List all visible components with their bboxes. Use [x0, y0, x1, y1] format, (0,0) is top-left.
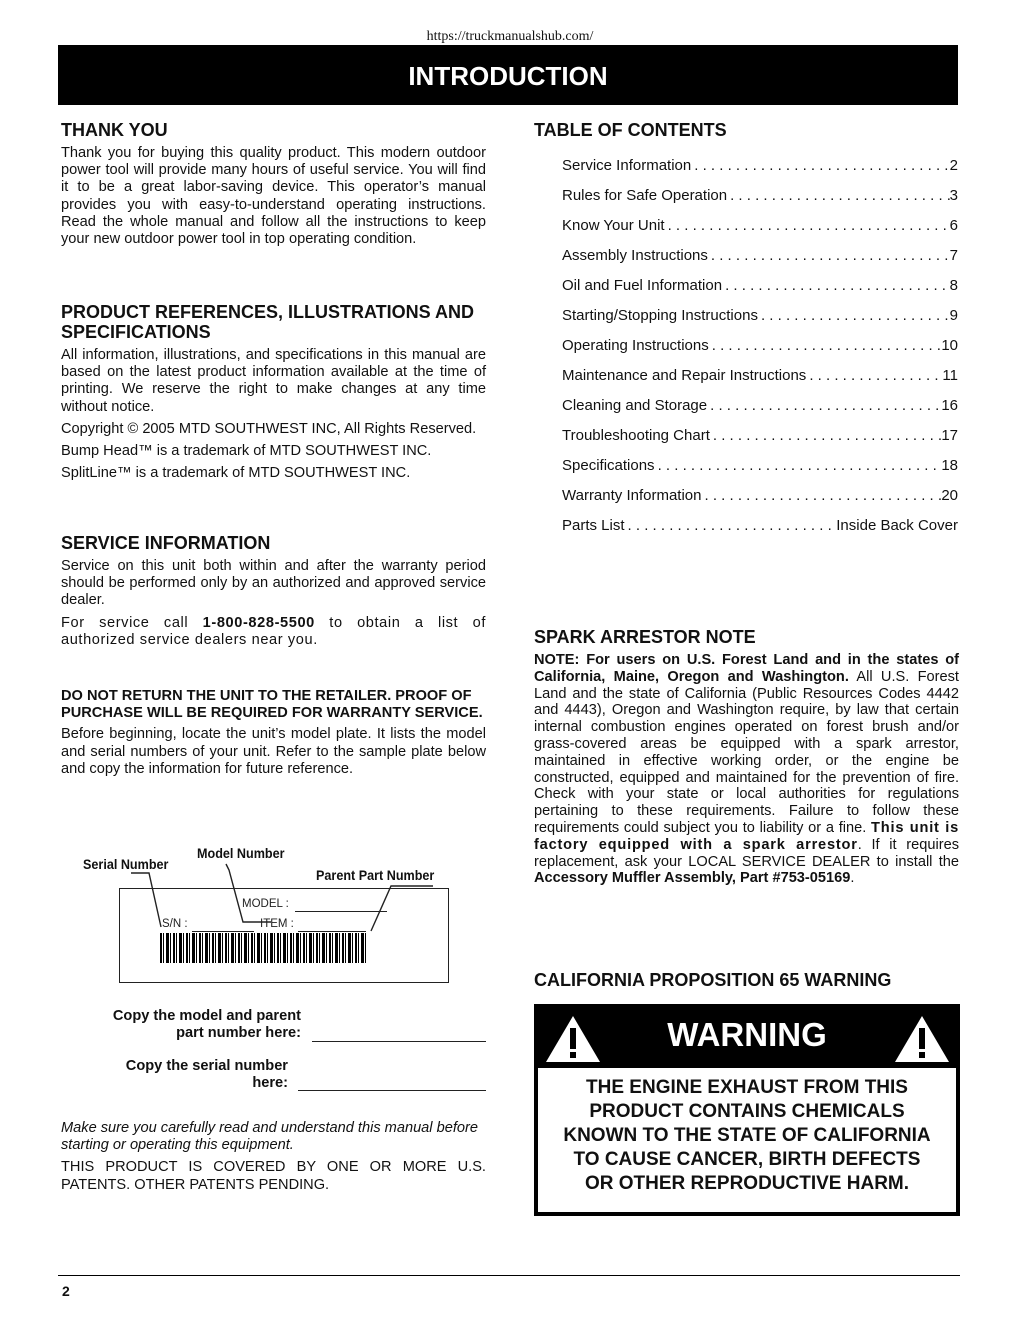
- copy-model-label-1: Copy the model and parent: [112, 1008, 301, 1024]
- plate-sn-field: S/N :: [162, 918, 188, 930]
- toc-entry[interactable]: [562, 397, 958, 427]
- thank-you-heading: THANK YOU: [61, 120, 168, 140]
- warning-header: [538, 1008, 956, 1068]
- thank-you-section: [61, 120, 486, 253]
- toc-leader: [727, 187, 950, 217]
- copy-model-blank[interactable]: [312, 1041, 486, 1042]
- parent-part-number-label: Parent Part Number: [316, 867, 435, 883]
- toc-entry[interactable]: [562, 247, 958, 277]
- toc-entry-page: 16: [941, 397, 958, 414]
- toc-entry-page: 11: [942, 367, 958, 384]
- thank-you-text: Thank you for buying this quality product. This modern outdoor power tool will provide many hours of useful service. You will find it to be a great labor-saving device. This operator’s manual provides you with easy-to-understand operating instructions. Read the whole manual and follow all the instructions to keep your new outdoor power tool in top operating condition.: [61, 145, 486, 248]
- right-column: [534, 120, 960, 1194]
- barcode-image: [160, 933, 368, 963]
- page-title: INTRODUCTION: [58, 45, 958, 105]
- warning-triangle-icon: [893, 1014, 951, 1064]
- toc-entry[interactable]: [562, 427, 958, 457]
- toc-entry-page: 18: [941, 457, 958, 474]
- toc-leader: [708, 247, 950, 277]
- product-references-heading: PRODUCT REFERENCES, ILLUSTRATIONS AND SPECIFICATIONS: [61, 302, 475, 342]
- service-information-section: [61, 533, 486, 654]
- toc-entry-page: 7: [949, 247, 958, 264]
- copy-serial-field: [61, 1058, 486, 1098]
- product-references-section: [61, 302, 486, 487]
- service-information-text: Service on this unit both within and after the warranty period should be performed only by an authorized and approved service dealer.: [61, 558, 486, 609]
- toc-leader: [806, 367, 942, 397]
- toc-entry[interactable]: [562, 367, 958, 397]
- service-phone-number: 1-800-828-5500: [202, 614, 315, 631]
- toc-entry-title: Maintenance and Repair Instructions: [562, 367, 807, 384]
- toc-leader: [758, 307, 950, 337]
- spark-text-1: All U.S. Forest Land and the state of California (Public Resources Codes 4442 and 4443), Oregon and Washington require, by law that certain internal combustion engines operated on forest brush and/or grass-covered areas be equipped with a spark arrestor, maintained in effective working order, or the engine be constructed, equipped and maintained for the prevention of fire. Check with your state or local authorities for regulations pertaining to these requirements. Failure to follow these requirements could subject you to liability or a fine.: [534, 668, 959, 836]
- service-information-heading: SERVICE INFORMATION: [61, 533, 271, 553]
- closing-section: [61, 1120, 486, 1199]
- toc-entry-page: 20: [941, 487, 958, 504]
- model-number-label: Model Number: [197, 845, 285, 861]
- model-plate-illustration: [61, 842, 486, 992]
- service-call-suffix: to obtain a list of authorized service dealers near you.: [61, 614, 486, 648]
- spark-note-bold: NOTE: For users on U.S. Forest Land and in the states of California, Maine, Oregon and Washington.: [534, 652, 959, 685]
- toc-entry-title: Warranty Information: [562, 487, 702, 504]
- copy-model-label-2: part number here:: [176, 1025, 301, 1041]
- warning-text: [538, 1068, 956, 1196]
- plate-item-field: ITEM :: [260, 918, 294, 930]
- toc-leader: [709, 337, 942, 367]
- trademark-splitline: SplitLine™ is a trademark of MTD SOUTHWEST INC.: [61, 465, 411, 482]
- toc-entry[interactable]: [562, 457, 958, 487]
- spark-arrestor-heading: SPARK ARRESTOR NOTE: [534, 627, 756, 647]
- prop65-heading: CALIFORNIA PROPOSITION 65 WARNING: [534, 970, 892, 990]
- toc-entry-title: Rules for Safe Operation: [562, 187, 728, 204]
- prop65-section: [534, 970, 959, 995]
- warning-line: PRODUCT CONTAINS CHEMICALS: [589, 1101, 905, 1122]
- plate-sn-underline: [192, 931, 254, 932]
- toc-entry-page: 2: [949, 157, 958, 174]
- toc-entry-page: 8: [949, 277, 958, 294]
- toc-entry-title: Operating Instructions: [562, 337, 709, 354]
- toc-entry-page: 10: [941, 337, 958, 354]
- footer-rule: [58, 1275, 960, 1276]
- trademark-bump-head: Bump Head™ is a trademark of MTD SOUTHWEST INC.: [61, 443, 432, 460]
- service-call-prefix: For service call: [61, 614, 203, 631]
- toc-heading: TABLE OF CONTENTS: [534, 120, 727, 140]
- toc-entry-title: Oil and Fuel Information: [562, 277, 723, 294]
- copy-serial-label-2: here:: [252, 1075, 288, 1091]
- toc-entry[interactable]: [562, 187, 958, 217]
- model-plate-instructions: Before beginning, locate the unit’s model plate. It lists the model and serial numbers of your unit. Refer to the sample plate below and copy the information for future reference.: [61, 726, 486, 777]
- table-of-contents: [562, 157, 958, 547]
- toc-entry[interactable]: [562, 337, 958, 367]
- toc-entry-title: Know Your Unit: [562, 217, 665, 234]
- toc-entry-title: Starting/Stopping Instructions: [562, 307, 758, 324]
- toc-entry[interactable]: [562, 307, 958, 337]
- spark-text-3: .: [850, 870, 855, 887]
- toc-entry[interactable]: [562, 487, 958, 517]
- toc-leader: [722, 277, 950, 307]
- serial-number-label: Serial Number: [83, 856, 169, 872]
- copy-serial-blank[interactable]: [298, 1090, 486, 1091]
- toc-entry-title: Cleaning and Storage: [562, 397, 708, 414]
- toc-entry[interactable]: [562, 157, 958, 187]
- toc-entry-page: 6: [949, 217, 958, 234]
- product-references-text: All information, illustrations, and specifications in this manual are based on the latest product information available at the time of printing. We reserve the right to make changes at any time without notice.: [61, 347, 486, 415]
- toc-entry-page: 17: [941, 427, 958, 444]
- warning-title: WARNING: [667, 1016, 827, 1053]
- copy-model-field: [61, 1008, 486, 1048]
- toc-leader: [702, 487, 942, 517]
- warning-line: KNOWN TO THE STATE OF CALIFORNIA: [563, 1125, 931, 1146]
- toc-leader: [665, 217, 950, 247]
- toc-entry-title: Troubleshooting Chart: [562, 427, 710, 444]
- spark-text-2: . If it requires replacement, ask your LOCAL SERVICE DEALER to install the: [534, 836, 959, 870]
- warning-line: TO CAUSE CANCER, BIRTH DEFECTS: [573, 1149, 921, 1170]
- warning-line: THE ENGINE EXHAUST FROM THIS: [586, 1077, 908, 1098]
- spark-arrestor-text: [534, 652, 959, 887]
- toc-entry[interactable]: [562, 517, 958, 547]
- spark-muffler-part: Accessory Muffler Assembly, Part #753-05169: [534, 870, 851, 887]
- toc-entry-title: Parts List: [562, 517, 625, 534]
- toc-entry[interactable]: [562, 217, 958, 247]
- plate-model-field: MODEL :: [242, 898, 289, 910]
- plate-model-underline: [295, 911, 387, 912]
- toc-leader: [707, 397, 941, 427]
- toc-entry-page: Inside Back Cover: [836, 517, 958, 534]
- model-plate: [119, 888, 449, 983]
- toc-entry-page: 3: [949, 187, 958, 204]
- spark-factory-equipped: This unit is factory equipped with a spark arrestor: [534, 819, 960, 853]
- toc-leader: [655, 457, 942, 487]
- toc-entry-title: Service Information: [562, 157, 692, 174]
- toc-entry-title: Specifications: [562, 457, 655, 474]
- page-number: 2: [62, 1283, 70, 1299]
- return-notice: DO NOT RETURN THE UNIT TO THE RETAILER. PROOF OF PURCHASE WILL BE REQUIRED FOR WARRANTY SERVICE.: [61, 688, 483, 722]
- source-url: https://truckmanualshub.com/: [426, 29, 594, 44]
- toc-entry-page: 9: [949, 307, 958, 324]
- toc-leader: [625, 517, 837, 547]
- return-notice-section: [61, 688, 486, 783]
- copyright-text: Copyright © 2005 MTD SOUTHWEST INC, All Rights Reserved.: [61, 420, 477, 437]
- toc-entry[interactable]: [562, 277, 958, 307]
- copy-serial-label-1: Copy the serial number: [125, 1058, 288, 1074]
- spark-arrestor-section: [534, 627, 959, 892]
- toc-leader: [710, 427, 941, 457]
- prop65-warning-box: [534, 1004, 960, 1216]
- toc-leader: [691, 157, 949, 187]
- service-call-text: [61, 615, 486, 649]
- patents-notice: THIS PRODUCT IS COVERED BY ONE OR MORE U.S. PATENTS. OTHER PATENTS PENDING.: [61, 1159, 486, 1193]
- plate-item-underline: [298, 931, 366, 932]
- toc-entry-title: Assembly Instructions: [562, 247, 708, 264]
- read-manual-notice: Make sure you carefully read and understand this manual before starting or operating this equipment.: [61, 1120, 478, 1154]
- warning-line: OR OTHER REPRODUCTIVE HARM.: [584, 1173, 910, 1194]
